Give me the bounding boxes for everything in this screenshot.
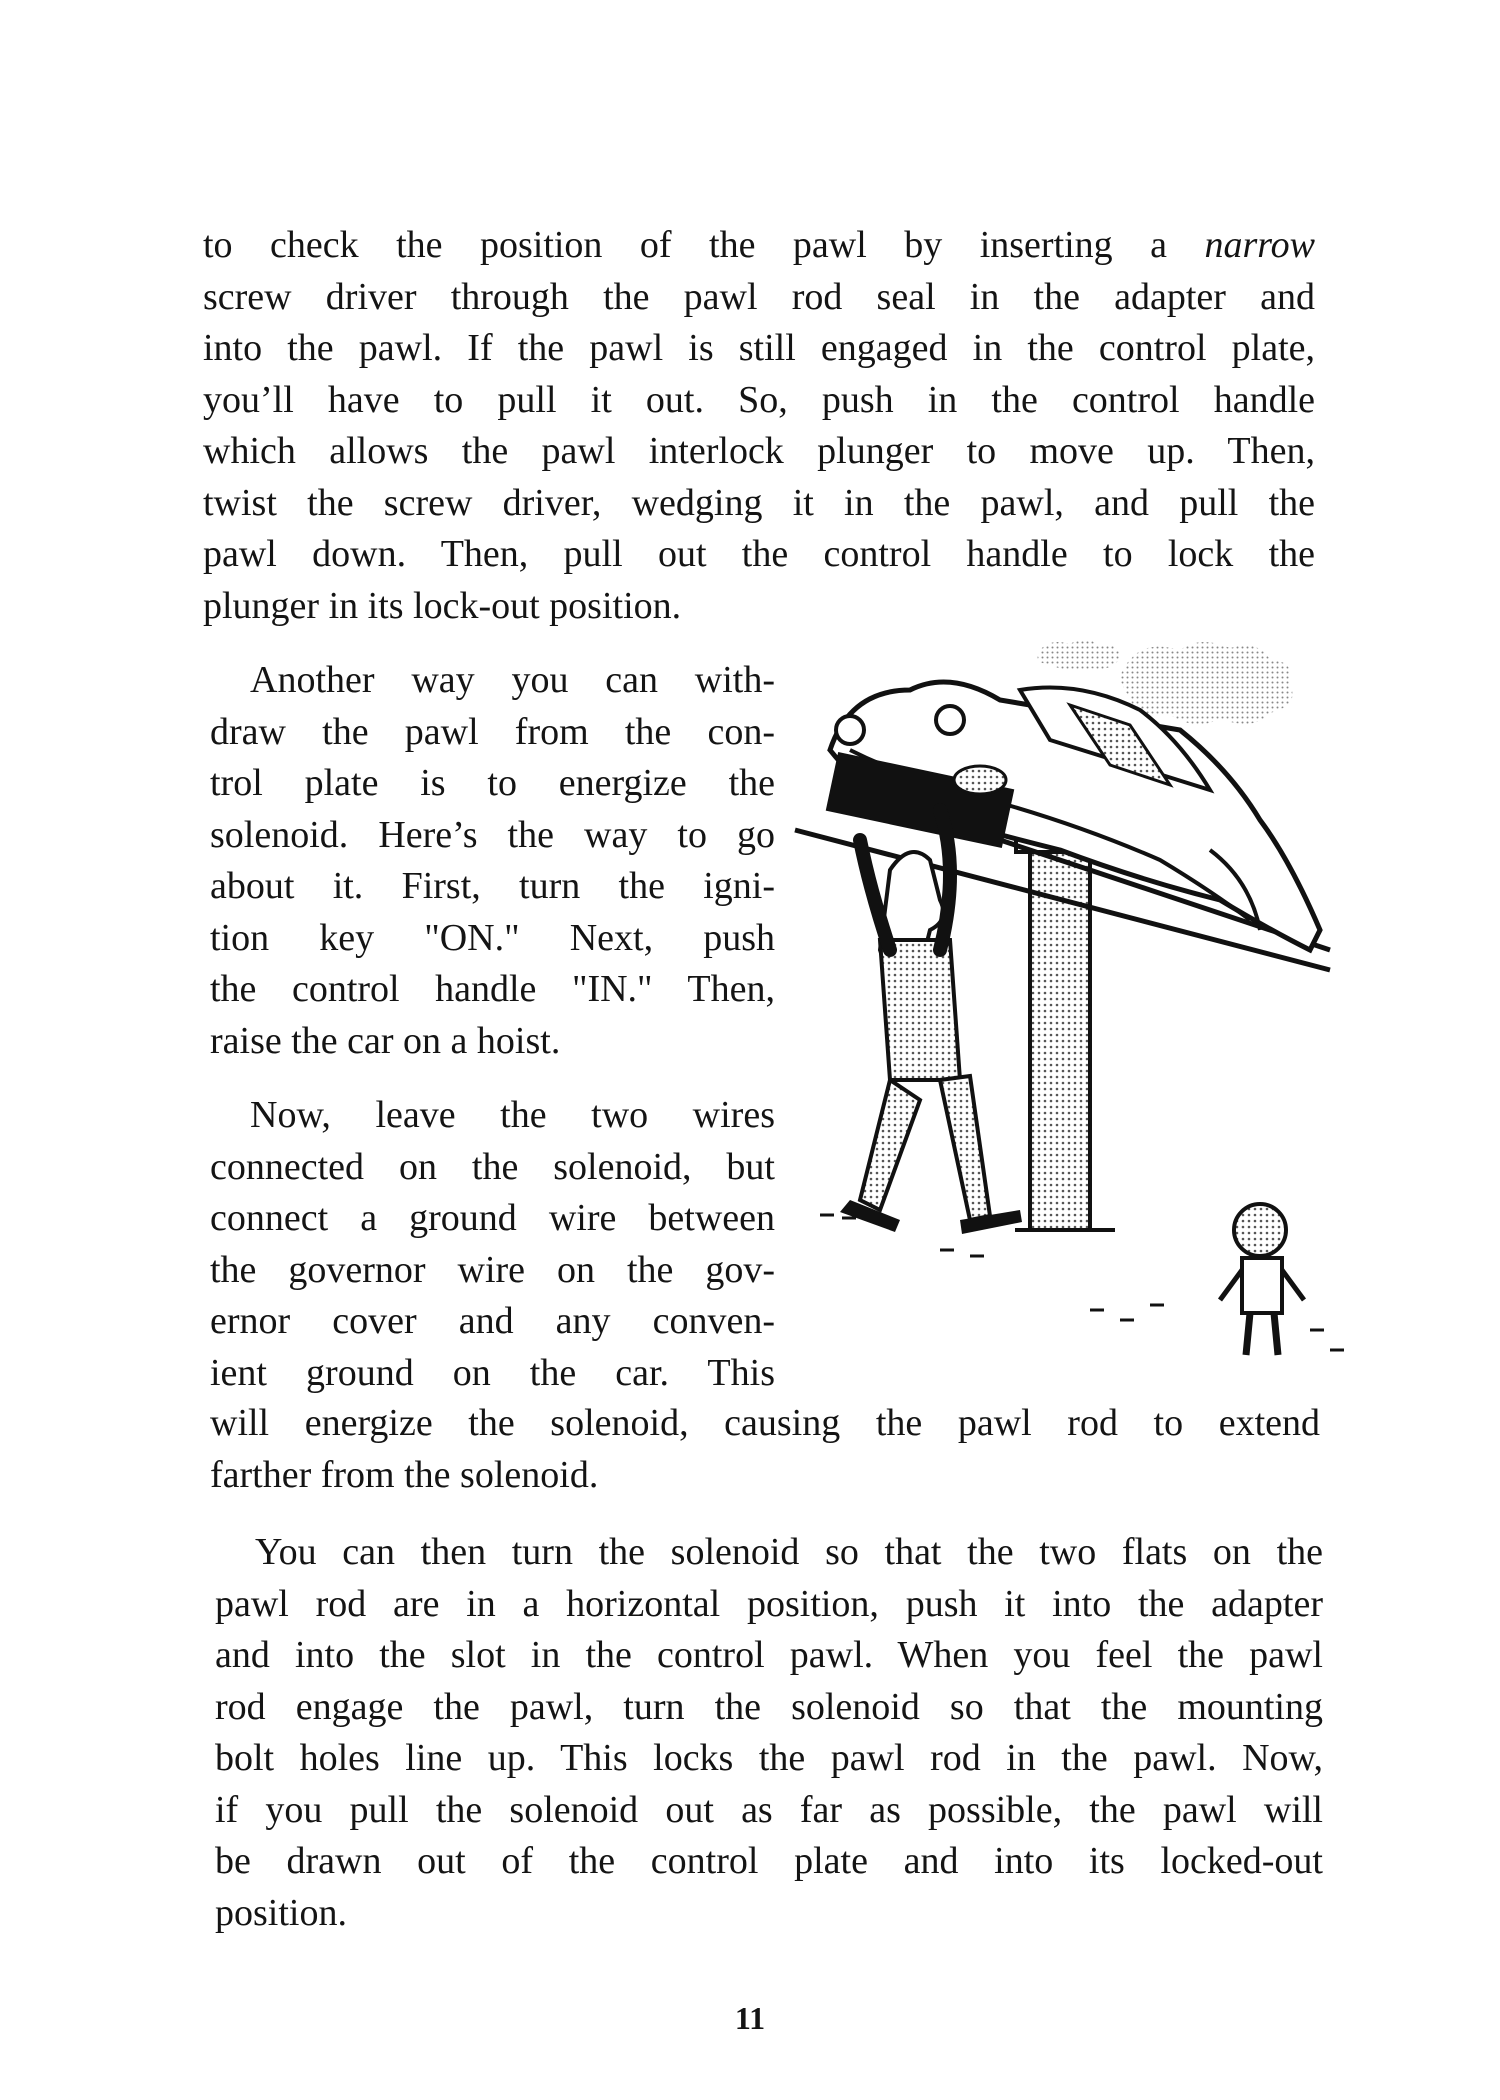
text-line: tion key "ON." Next, push (210, 916, 775, 959)
text-line: solenoid. Here’s the way to go (210, 813, 775, 856)
mechanic-figure (840, 810, 1022, 1234)
kid-figure (1220, 1204, 1304, 1355)
text-line: to check the position of the pawl by inserting a narrow (203, 224, 1315, 266)
text-line: the control handle "IN." Then, (210, 968, 775, 1010)
text-line: twist the screw driver, wedging it in the pawl, and pull the (203, 481, 1315, 524)
text-line: bolt holes line up. This locks the pawl rod in the pawl. Now, (215, 1737, 1323, 1779)
text-line: Another way you can with- (250, 659, 775, 701)
text-line: ient ground on the car. This (210, 1351, 775, 1394)
text-line: will energize the solenoid, causing the pawl rod to extend (210, 1402, 1320, 1444)
text-line: you’ll have to pull it out. So, push in the control handle (203, 378, 1315, 421)
text-line: screw driver through the pawl rod seal in the adapter and (203, 275, 1315, 318)
paragraph-turn-solenoid (215, 1527, 1323, 1939)
emphasis-narrow: narrow (1204, 224, 1315, 266)
text-line: pawl rod are in a horizontal position, push it into the adapter (215, 1582, 1323, 1625)
page-number: 11 (734, 2000, 766, 2036)
text-line: raise the car on a hoist. (210, 1019, 561, 1062)
text-line: Now, leave the two wires (250, 1094, 775, 1136)
text-line: and into the slot in the control pawl. When you feel the pawl (215, 1634, 1323, 1676)
text-line: farther from the solenoid. (210, 1453, 599, 1496)
text-line: connected on the solenoid, but (210, 1145, 775, 1188)
paragraph-ground-wire-continued (210, 1398, 1320, 1501)
text-line: which allows the pawl interlock plunger to move up. Then, (203, 430, 1315, 472)
text-line: pawl down. Then, pull out the control handle to lock the (203, 533, 1315, 575)
text-line: position. (215, 1891, 347, 1934)
text-line: trol plate is to energize the (210, 762, 775, 804)
text-line: be drawn out of the control plate and into its locked-out (215, 1840, 1323, 1882)
text-line: rod engage the pawl, turn the solenoid so that the mounting (215, 1685, 1323, 1728)
text-line: You can then turn the solenoid so that the two flats on the (255, 1531, 1323, 1573)
paragraph-ground-wire (210, 1090, 775, 1399)
text-line: connect a ground wire between (210, 1197, 775, 1239)
text-line: if you pull the solenoid out as far as possible, the pawl will (215, 1788, 1323, 1831)
text-line: the governor wire on the gov- (210, 1248, 775, 1291)
paragraph-check-pawl (203, 220, 1315, 632)
text-line: into the pawl. If the pawl is still engaged in the control plate, (203, 327, 1315, 369)
text-line: ernor cover and any conven- (210, 1300, 775, 1342)
text-line: about it. First, turn the igni- (210, 865, 775, 907)
paragraph-energize-solenoid (210, 655, 775, 1067)
mechanic-car-hoist-illustration (790, 630, 1350, 1410)
text-line: plunger in its lock-out position. (203, 584, 682, 627)
text-line: draw the pawl from the con- (210, 710, 775, 753)
